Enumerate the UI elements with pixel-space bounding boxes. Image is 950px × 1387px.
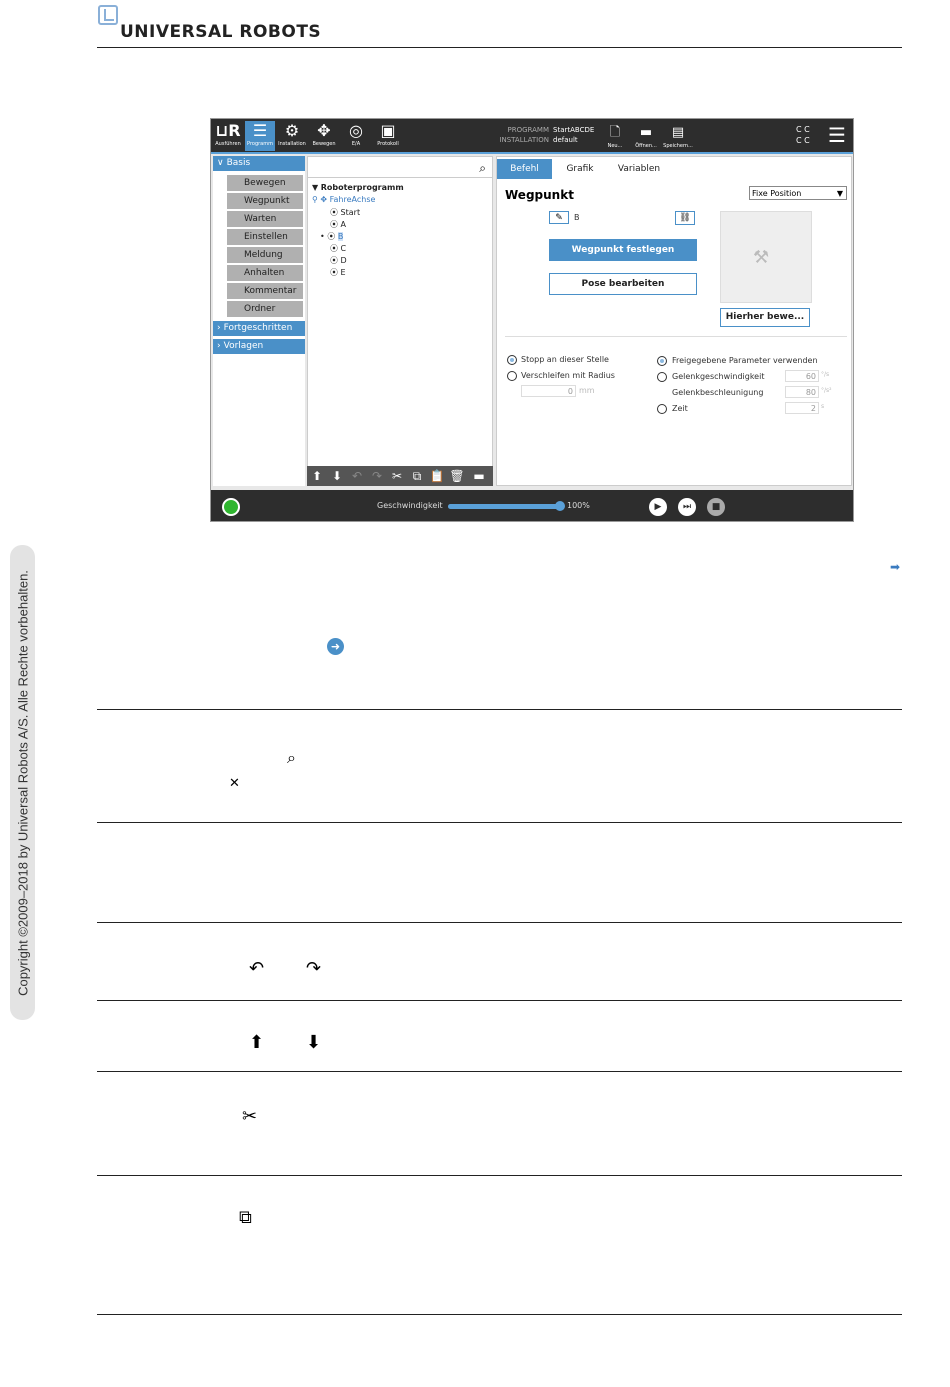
installation-icon: ⚙ bbox=[284, 121, 300, 140]
robot-status-icon[interactable] bbox=[222, 498, 240, 516]
hamburger-menu-icon[interactable]: ☰ bbox=[828, 123, 846, 147]
cc-indicator-2: C C bbox=[796, 136, 810, 145]
info-arrow-icon: ➜ bbox=[327, 638, 344, 655]
program-label: PROGRAMM bbox=[507, 126, 549, 134]
search-icon: ⌕ bbox=[287, 748, 296, 767]
joint-speed-label: Gelenkgeschwindigkeit bbox=[672, 372, 765, 381]
blend-radius-label: Verschleifen mit Radius bbox=[521, 371, 615, 380]
io-icon: ◎ bbox=[349, 121, 363, 140]
tree-node[interactable]: ⦿ Start bbox=[330, 208, 361, 217]
position-type-select[interactable]: Fixe Position ▼ bbox=[749, 186, 847, 200]
undo-icon: ↶ bbox=[249, 958, 265, 979]
joint-accel-unit: °/s² bbox=[821, 387, 832, 394]
save-icon: ▤ bbox=[671, 125, 685, 140]
tree-root[interactable]: ▼ Roboterprogramm bbox=[312, 183, 404, 192]
open-folder-icon: ▬ bbox=[639, 125, 653, 140]
robot-arm-icon: ⚒ bbox=[753, 247, 770, 268]
top-bar bbox=[211, 119, 854, 152]
chevron-right-icon: › bbox=[217, 323, 221, 333]
palette-item[interactable]: Bewegen bbox=[227, 175, 303, 191]
stop-here-label: Stopp an dieser Stelle bbox=[521, 355, 609, 364]
section-divider bbox=[505, 336, 847, 337]
cut-icon[interactable]: ✂ bbox=[391, 469, 403, 483]
time-label: Zeit bbox=[672, 404, 688, 413]
radius-input[interactable]: 0 bbox=[521, 385, 576, 397]
suppress-icon[interactable]: ▬ bbox=[473, 469, 485, 483]
palette-item[interactable]: Meldung bbox=[227, 247, 303, 263]
move-down-icon[interactable]: ⬇ bbox=[331, 469, 343, 483]
stop-icon[interactable]: ■ bbox=[707, 498, 725, 516]
table-divider bbox=[97, 822, 902, 823]
joint-speed-unit: °/s bbox=[821, 371, 830, 378]
dropdown-arrow-icon: ▼ bbox=[836, 189, 843, 198]
program-tab[interactable]: ☰ Programm bbox=[245, 121, 275, 151]
new-file-button[interactable]: 🗋 Neu... bbox=[607, 125, 623, 149]
table-divider bbox=[97, 1175, 902, 1176]
pencil-icon[interactable]: ✎ bbox=[549, 211, 569, 224]
open-button[interactable]: ▬ Öffnen... bbox=[635, 125, 657, 149]
program-tree bbox=[307, 156, 493, 486]
radius-unit: mm bbox=[579, 386, 595, 395]
joint-speed-input[interactable]: 60 bbox=[785, 370, 819, 382]
move-tab[interactable]: ✥ Bewegen bbox=[312, 121, 336, 147]
move-up-icon[interactable]: ⬆ bbox=[311, 469, 323, 483]
tree-node[interactable]: ⦿ C bbox=[330, 244, 347, 253]
table-divider bbox=[97, 922, 902, 923]
joint-accel-input[interactable]: 80 bbox=[785, 386, 819, 398]
speed-label: Geschwindigkeit bbox=[377, 501, 443, 510]
command-panel bbox=[496, 156, 852, 486]
set-waypoint-button[interactable]: Wegpunkt festlegen bbox=[549, 239, 697, 261]
close-icon: ✕ bbox=[229, 776, 240, 791]
tree-node[interactable]: ⦿ A bbox=[330, 220, 347, 229]
blend-radius-radio[interactable] bbox=[507, 371, 517, 381]
joint-accel-label: Gelenkbeschleunigung bbox=[672, 388, 764, 397]
edit-pose-button[interactable]: Pose bearbeiten bbox=[549, 273, 697, 295]
play-icon[interactable]: ▶ bbox=[649, 498, 667, 516]
tree-search-bar[interactable] bbox=[308, 159, 492, 178]
speed-value: 100% bbox=[567, 501, 590, 510]
copyright-text: Copyright ©2009–2018 by Universal Robots A/S. Alle Rechte vorbehalten. bbox=[15, 569, 30, 996]
paste-icon[interactable]: 📋 bbox=[429, 469, 445, 483]
tree-move-node[interactable]: ⚲ ✥ FahreAchse bbox=[312, 195, 376, 204]
palette-item[interactable]: Anhalten bbox=[227, 265, 303, 281]
copy-icon: ⧉ bbox=[239, 1207, 252, 1228]
category-templates[interactable]: › Vorlagen bbox=[213, 339, 305, 354]
table-divider bbox=[97, 1314, 902, 1315]
new-file-icon: 🗋 bbox=[609, 125, 621, 140]
palette-item[interactable]: Einstellen bbox=[227, 229, 303, 245]
tree-node[interactable]: ⦿ D bbox=[330, 256, 347, 265]
top-accent-line bbox=[211, 152, 854, 154]
header-divider bbox=[97, 47, 902, 48]
chevron-down-icon: ∨ bbox=[217, 158, 224, 168]
run-tab[interactable]: ⊔R Ausführen bbox=[215, 121, 241, 147]
move-icon: ✥ bbox=[317, 121, 331, 140]
log-tab[interactable]: ▣ Protokoll bbox=[377, 121, 399, 147]
shared-params-radio[interactable] bbox=[657, 356, 667, 366]
search-icon[interactable]: ⌕ bbox=[479, 161, 486, 175]
chevron-right-icon: › bbox=[217, 341, 221, 351]
palette-item[interactable]: Kommentar bbox=[227, 283, 303, 299]
program-icon: ☰ bbox=[252, 121, 268, 140]
polyscope-screenshot bbox=[210, 118, 854, 522]
step-icon[interactable]: ⏭ bbox=[678, 498, 696, 516]
table-divider bbox=[97, 709, 902, 710]
tab-graphics[interactable]: Grafik bbox=[566, 164, 594, 174]
save-button[interactable]: ▤ Speichern... bbox=[663, 125, 693, 149]
brand-name: UNIVERSAL ROBOTS bbox=[120, 22, 322, 42]
move-up-icon: ⬆ bbox=[249, 1032, 265, 1053]
cc-indicator: C C bbox=[796, 125, 810, 134]
node-palette bbox=[213, 156, 305, 486]
tree-node[interactable]: ⦿ E bbox=[330, 268, 346, 277]
speed-slider[interactable] bbox=[448, 504, 560, 509]
undo-icon[interactable]: ↶ bbox=[351, 469, 363, 483]
move-here-button[interactable]: Hierher bewe... bbox=[720, 308, 810, 327]
ur-logo-icon: ⊔R bbox=[215, 121, 241, 140]
link-icon[interactable]: ⛓ bbox=[675, 211, 695, 225]
tree-toolbar bbox=[307, 466, 493, 486]
ur-logo-mark bbox=[104, 9, 114, 21]
table-divider bbox=[97, 1071, 902, 1072]
delete-icon[interactable]: 🗑 bbox=[449, 469, 465, 483]
palette-item[interactable]: Wegpunkt bbox=[227, 193, 303, 209]
program-value: StartABCDE bbox=[553, 126, 595, 134]
installation-tab[interactable]: ⚙ Installation bbox=[278, 121, 306, 147]
move-down-icon: ⬇ bbox=[306, 1032, 322, 1053]
waypoint-name: B bbox=[574, 213, 580, 222]
robot-preview bbox=[720, 211, 812, 303]
arrow-right-icon: ➡ bbox=[890, 560, 901, 574]
tab-variables[interactable]: Variablen bbox=[617, 164, 661, 174]
speed-slider-handle[interactable] bbox=[555, 501, 565, 511]
stop-here-radio[interactable] bbox=[507, 355, 517, 365]
tab-command[interactable]: Befehl bbox=[497, 159, 552, 179]
panel-title: Wegpunkt bbox=[505, 188, 574, 202]
time-input[interactable]: 2 bbox=[785, 402, 819, 414]
copy-icon[interactable]: ⧉ bbox=[412, 469, 422, 483]
speed-slider-fill bbox=[448, 504, 560, 509]
category-basis[interactable]: ∨ Basis bbox=[213, 156, 305, 171]
time-unit: s bbox=[821, 403, 825, 410]
palette-item[interactable]: Ordner bbox=[227, 301, 303, 317]
shared-params-label: Freigegebene Parameter verwenden bbox=[672, 356, 818, 365]
bottom-bar bbox=[211, 490, 854, 522]
category-advanced[interactable]: › Fortgeschritten bbox=[213, 321, 305, 336]
palette-item[interactable]: Warten bbox=[227, 211, 303, 227]
tree-node-selected[interactable]: • ⦿ B bbox=[320, 232, 344, 241]
table-divider bbox=[97, 1000, 902, 1001]
installation-label: INSTALLATION bbox=[499, 136, 549, 144]
redo-icon[interactable]: ↷ bbox=[371, 469, 383, 483]
time-radio[interactable] bbox=[657, 404, 667, 414]
copyright-strip bbox=[10, 545, 35, 1020]
installation-value: default bbox=[553, 136, 578, 144]
io-tab[interactable]: ◎ E/A bbox=[349, 121, 363, 147]
log-icon: ▣ bbox=[380, 121, 396, 140]
cut-icon: ✂ bbox=[242, 1106, 258, 1127]
redo-icon: ↷ bbox=[306, 958, 322, 979]
joint-speed-radio[interactable] bbox=[657, 372, 667, 382]
